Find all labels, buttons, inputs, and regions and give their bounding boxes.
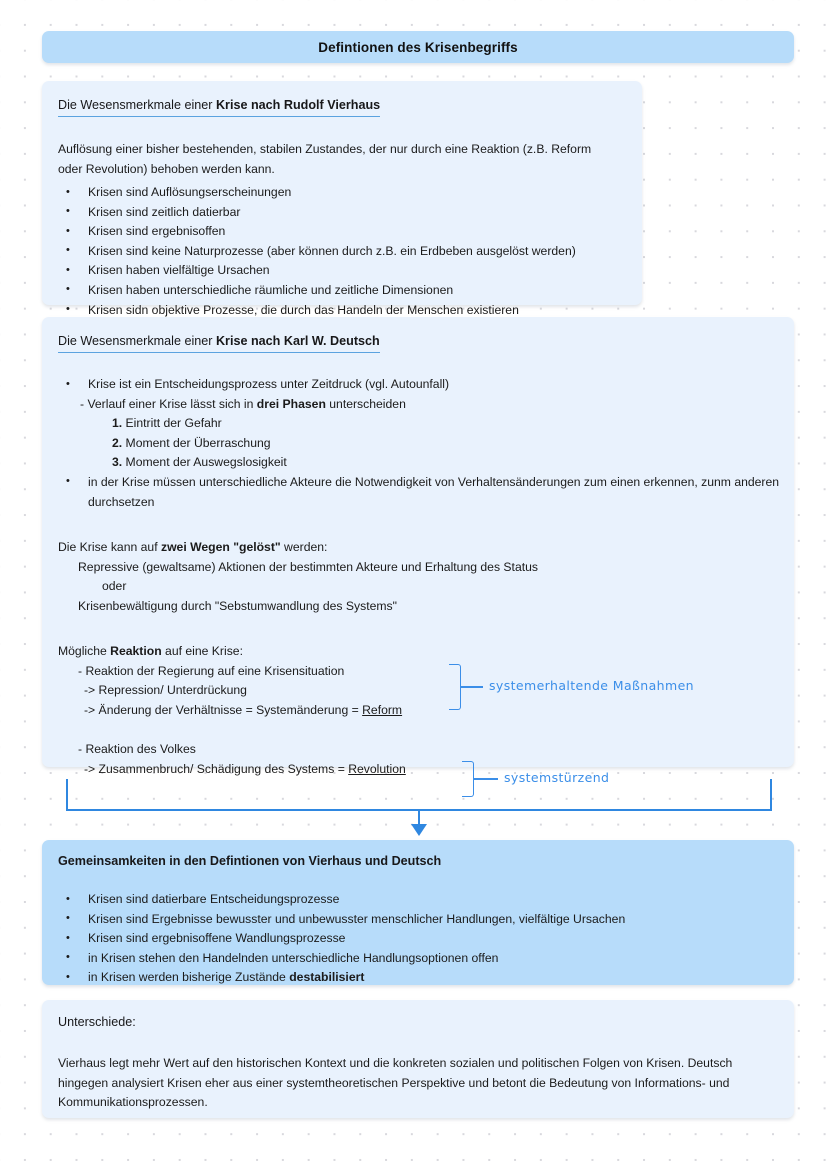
list-item: • Krisen haben unterschiedliche räumliche und zeitliche Dimensionen [58, 281, 626, 301]
deutsch-gov-option-a: -> Repression/ Unterdrückung [84, 683, 247, 698]
vierhaus-heading-normal: Die Wesensmerkmale einer [58, 98, 216, 112]
differences-body: Vierhaus legt mehr Wert auf den historischen Kontext und die konkreten sozialen und politischen Folgen von Krisen. Deutsch hingegen analysiert Krisen eher aus einer systemtheoretischen Perspektive und betont die Bedeutung von Informations- und Kommunikationsprozessen. [58, 1056, 733, 1109]
deutsch-phase-2 [58, 434, 778, 454]
deutsch-phase-3 [58, 453, 778, 473]
deutsch-phases-block [58, 375, 778, 512]
people-a-pre: -> Zusammenbruch/ Schädigung des Systems = [84, 761, 349, 776]
deutsch-gov-option-b [58, 701, 778, 721]
card-gemeinsamkeiten [42, 840, 794, 985]
deutsch-sub-post: unterscheiden [325, 396, 406, 411]
down-arrow-icon [411, 824, 427, 836]
vierhaus-heading [58, 98, 380, 117]
solve-post: werden: [280, 540, 328, 555]
annotation-systemstuerzend: systemstürzend [504, 770, 610, 786]
list-item: • Krise ist ein Entscheidungsprozess unter Zeitdruck (vgl. Autounfall) [58, 375, 778, 395]
solve-pre: Die Krise kann auf [58, 540, 161, 555]
connector-arrow [66, 779, 772, 835]
brace-stem-systemerhaltende [461, 686, 483, 688]
list-item-text: Krisen sind datierbare Entscheidungsprozesse [88, 892, 340, 906]
annotation-systemerhaltende: systemerhaltende Maßnahmen [489, 678, 694, 694]
deutsch-reaction-block [58, 642, 778, 786]
deutsch-phase-1 [58, 414, 778, 434]
list-item [58, 890, 778, 910]
phase-number: 2. [112, 435, 123, 450]
deutsch-reaction-heading [58, 642, 778, 662]
common-heading: Gemeinsamkeiten in den Defintionen von Vierhaus und Deutsch [58, 854, 442, 868]
list-item: • Krisen sind Auflösungserscheinungen [58, 183, 626, 203]
phase-text: Moment der Überraschung [122, 435, 271, 450]
deutsch-people-option-a [58, 760, 778, 780]
list-item: • Krisen haben vielfältige Ursachen [58, 261, 626, 281]
deutsch-solve-option-1: Repressive (gewaltsame) Aktionen der bestimmten Akteure und Erhaltung des Status [78, 559, 538, 574]
list-item-text: Krisen sind ergebnisoffene Wandlungsprozesse [88, 931, 346, 946]
list-item [58, 968, 778, 988]
people-a-keyword: Revolution [348, 761, 406, 776]
deutsch-heading [58, 334, 380, 353]
brace-systemerhaltende [449, 664, 461, 710]
deutsch-heading-bold: Krise nach Karl W. Deutsch [215, 334, 380, 348]
deutsch-bullet-list-1 [58, 375, 778, 395]
common-bullet-list [58, 890, 778, 988]
reaction-post: auf eine Krise: [161, 644, 243, 659]
list-item: • in der Krise müssen unterschiedliche Akteure die Notwendigkeit von Verhaltensänderungen zum einen erkennen, zunm anderen durchsetzen [58, 473, 810, 512]
vierhaus-intro: Auflösung einer bisher bestehenden, stabilen Zustandes, der nur durch eine Reaktion (z.B. Reform oder Revolution) behoben werden kann. [58, 142, 592, 176]
phase-number: 1. [112, 416, 123, 431]
differences-heading: Unterschiede: [58, 1015, 136, 1029]
page-title-banner [42, 31, 794, 63]
card-unterschiede [42, 1000, 794, 1118]
reaction-pre: Mögliche [58, 644, 111, 659]
deutsch-gov-line: - Reaktion der Regierung auf eine Krisensituation [78, 663, 345, 678]
list-item: • Krisen sind keine Naturprozesse (aber können durch z.B. ein Erdbeben ausgelöst werden) [58, 242, 626, 262]
list-item [58, 949, 778, 969]
vierhaus-bullet-list [58, 183, 626, 320]
deutsch-people-line: - Reaktion des Volkes [78, 742, 196, 757]
list-item [58, 929, 778, 949]
deutsch-solutions-block [58, 538, 778, 616]
gov-b-pre: -> Änderung der Verhältnisse = Systemänderung = [84, 702, 363, 717]
phase-text: Eintritt der Gefahr [122, 416, 222, 431]
list-item: • Krisen sind ergebnisoffen [58, 222, 626, 242]
deutsch-heading-normal: Die Wesensmerkmale einer [58, 334, 216, 348]
card-vierhaus [42, 81, 642, 317]
card-deutsch [42, 317, 794, 786]
solve-bold: zwei Wegen "gelöst" [160, 540, 281, 555]
phase-number: 3. [112, 455, 123, 470]
list-item: • Krisen sind zeitlich datierbar [58, 203, 626, 223]
list-item-text: in Krisen stehen den Handelnden unterschiedliche Handlungsoptionen offen [88, 950, 499, 965]
deutsch-solve-option-2: Krisenbewältigung durch "Sebstumwandlung des Systems" [78, 598, 397, 613]
phase-text: Moment der Auswegslosigkeit [122, 455, 287, 470]
deutsch-sub-pre: - Verlauf einer Krise lässt sich in [80, 396, 257, 411]
list-item-bold: destabilisiert [289, 970, 365, 985]
reaction-bold: Reaktion [110, 644, 162, 659]
list-item-text: Krisen sind Ergebnisse bewusster und unbewusster menschlicher Handlungen, vielfältige Ursachen [88, 911, 626, 926]
list-item [58, 910, 778, 930]
deutsch-solve-heading [58, 538, 778, 558]
gov-b-keyword: Reform [362, 702, 403, 717]
deutsch-sub-bold: drei Phasen [256, 396, 326, 411]
deutsch-sub-verlauf [58, 395, 778, 415]
page-title: Defintionen des Krisenbegriffs [318, 39, 518, 55]
connector-left-leg [66, 779, 68, 810]
deutsch-bullet-list-2 [58, 473, 778, 512]
list-item-text: in Krisen werden bisherige Zustände [88, 970, 290, 985]
vierhaus-heading-bold: Krise nach Rudolf Vierhaus [215, 98, 381, 112]
deutsch-solve-or: oder [102, 579, 127, 594]
connector-right-leg [770, 779, 772, 810]
list-item: • Krisen sidn objektive Prozesse, die durch das Handeln der Menschen existieren [58, 301, 626, 321]
